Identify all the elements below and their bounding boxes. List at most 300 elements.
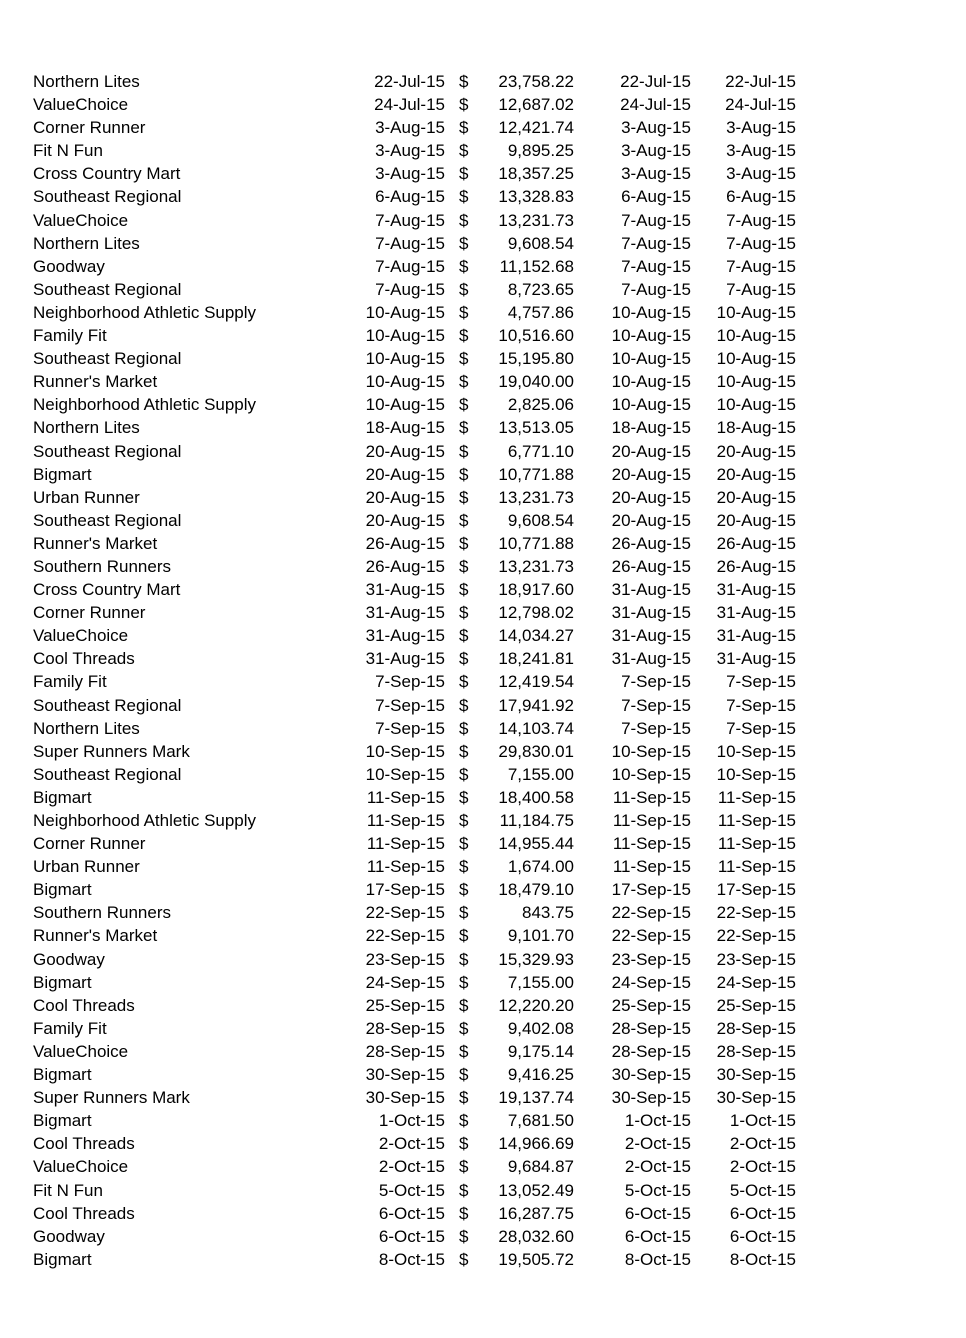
customer-cell: Bigmart bbox=[33, 1111, 92, 1131]
table-row bbox=[0, 324, 966, 347]
date-cell: 10-Aug-15 bbox=[365, 372, 445, 392]
date-cell-3: 3-Aug-15 bbox=[726, 164, 796, 184]
date-cell-3: 24-Jul-15 bbox=[725, 95, 796, 115]
customer-cell: ValueChoice bbox=[33, 1157, 129, 1177]
date-cell-3: 7-Sep-15 bbox=[726, 695, 796, 715]
table-row bbox=[0, 393, 966, 416]
date-cell: 20-Aug-15 bbox=[365, 441, 445, 461]
customer-cell: Southeast Regional bbox=[33, 510, 182, 530]
date-cell-2: 11-Sep-15 bbox=[612, 787, 691, 807]
table-row bbox=[0, 209, 966, 232]
date-cell-2: 3-Aug-15 bbox=[621, 164, 691, 184]
currency-symbol: $ bbox=[459, 741, 469, 761]
date-cell-2: 17-Sep-15 bbox=[611, 880, 691, 900]
date-cell-2: 11-Sep-15 bbox=[612, 857, 691, 877]
date-cell-2: 20-Aug-15 bbox=[611, 510, 691, 530]
date-cell-2: 22-Jul-15 bbox=[620, 72, 691, 91]
date-cell-3: 20-Aug-15 bbox=[716, 487, 796, 507]
customer-cell: Southeast Regional bbox=[33, 349, 182, 369]
customer-cell: Runner's Market bbox=[33, 533, 158, 553]
table-row bbox=[0, 532, 966, 555]
currency-symbol: $ bbox=[459, 533, 469, 553]
currency-symbol: $ bbox=[459, 164, 469, 184]
amount-cell: 9,895.25 bbox=[507, 141, 574, 161]
date-cell-3: 25-Sep-15 bbox=[716, 995, 796, 1015]
amount-cell: 28,032.60 bbox=[498, 1226, 574, 1246]
table-row bbox=[0, 924, 966, 947]
date-cell-2: 26-Aug-15 bbox=[611, 556, 691, 576]
amount-cell: 16,287.75 bbox=[498, 1203, 574, 1223]
date-cell-3: 31-Aug-15 bbox=[716, 626, 796, 646]
amount-cell: 2,825.06 bbox=[507, 395, 574, 415]
customer-cell: Neighborhood Athletic Supply bbox=[33, 395, 257, 415]
table-row bbox=[0, 162, 966, 185]
customer-cell: Family Fit bbox=[33, 672, 107, 692]
date-cell: 2-Oct-15 bbox=[378, 1134, 445, 1154]
date-cell-3: 3-Aug-15 bbox=[726, 118, 796, 138]
table-row bbox=[0, 948, 966, 971]
currency-symbol: $ bbox=[459, 972, 469, 992]
customer-cell: Cross Country Mart bbox=[33, 164, 181, 184]
date-cell-3: 5-Oct-15 bbox=[729, 1180, 796, 1200]
customer-cell: Southeast Regional bbox=[33, 441, 182, 461]
amount-cell: 9,608.54 bbox=[507, 233, 574, 253]
table-row bbox=[0, 971, 966, 994]
customer-cell: Southern Runners bbox=[33, 903, 171, 923]
date-cell: 5-Oct-15 bbox=[378, 1180, 445, 1200]
customer-cell: Corner Runner bbox=[33, 118, 146, 138]
amount-cell: 9,684.87 bbox=[507, 1157, 574, 1177]
currency-symbol: $ bbox=[459, 1249, 469, 1269]
date-cell: 28-Sep-15 bbox=[365, 1041, 445, 1061]
amount-cell: 19,505.72 bbox=[498, 1249, 574, 1269]
currency-symbol: $ bbox=[459, 1134, 469, 1154]
date-cell-2: 24-Jul-15 bbox=[620, 95, 691, 115]
date-cell-2: 7-Aug-15 bbox=[621, 210, 691, 230]
date-cell: 20-Aug-15 bbox=[365, 464, 445, 484]
date-cell-2: 30-Sep-15 bbox=[611, 1088, 691, 1108]
customer-cell: Bigmart bbox=[33, 1249, 92, 1269]
customer-cell: Cool Threads bbox=[33, 1134, 135, 1154]
date-cell-2: 2-Oct-15 bbox=[624, 1134, 691, 1154]
date-cell: 7-Aug-15 bbox=[375, 210, 445, 230]
currency-symbol: $ bbox=[459, 1226, 469, 1246]
currency-symbol: $ bbox=[459, 1088, 469, 1108]
table-row bbox=[0, 1086, 966, 1109]
table-row bbox=[0, 1040, 966, 1063]
date-cell-2: 3-Aug-15 bbox=[621, 118, 691, 138]
table-row bbox=[0, 994, 966, 1017]
date-cell-3: 31-Aug-15 bbox=[716, 603, 796, 623]
customer-cell: Bigmart bbox=[33, 880, 92, 900]
customer-cell: Corner Runner bbox=[33, 834, 146, 854]
date-cell-2: 30-Sep-15 bbox=[611, 1065, 691, 1085]
date-cell-3: 7-Sep-15 bbox=[726, 718, 796, 738]
customer-cell: Bigmart bbox=[33, 1065, 92, 1085]
customer-cell: Super Runners Mark bbox=[33, 741, 190, 761]
amount-cell: 18,917.60 bbox=[498, 580, 574, 600]
date-cell-2: 8-Oct-15 bbox=[624, 1249, 691, 1269]
currency-symbol: $ bbox=[459, 279, 469, 299]
amount-cell: 15,329.93 bbox=[498, 949, 574, 969]
table-row bbox=[0, 93, 966, 116]
amount-cell: 12,687.02 bbox=[498, 95, 574, 115]
table-row bbox=[0, 901, 966, 924]
table-row bbox=[0, 416, 966, 439]
date-cell-3: 28-Sep-15 bbox=[716, 1018, 796, 1038]
date-cell-3: 6-Aug-15 bbox=[726, 187, 796, 207]
amount-cell: 19,040.00 bbox=[498, 372, 574, 392]
date-cell: 10-Aug-15 bbox=[365, 302, 445, 322]
date-cell: 10-Sep-15 bbox=[365, 741, 445, 761]
currency-symbol: $ bbox=[459, 326, 469, 346]
date-cell-3: 7-Aug-15 bbox=[726, 256, 796, 276]
amount-cell: 12,421.74 bbox=[498, 118, 574, 138]
date-cell-3: 10-Sep-15 bbox=[716, 764, 796, 784]
currency-symbol: $ bbox=[459, 187, 469, 207]
date-cell-3: 10-Aug-15 bbox=[716, 372, 796, 392]
amount-cell: 18,241.81 bbox=[498, 649, 574, 669]
date-cell-2: 3-Aug-15 bbox=[621, 141, 691, 161]
customer-cell: Cool Threads bbox=[33, 1203, 135, 1223]
table-row bbox=[0, 1248, 966, 1271]
date-cell-2: 20-Aug-15 bbox=[611, 464, 691, 484]
amount-cell: 843.75 bbox=[522, 903, 574, 923]
date-cell-3: 6-Oct-15 bbox=[729, 1226, 796, 1246]
currency-symbol: $ bbox=[459, 1018, 469, 1038]
date-cell: 2-Oct-15 bbox=[378, 1157, 445, 1177]
amount-cell: 4,757.86 bbox=[507, 302, 574, 322]
date-cell-3: 24-Sep-15 bbox=[716, 972, 796, 992]
date-cell: 3-Aug-15 bbox=[375, 141, 445, 161]
date-cell-2: 11-Sep-15 bbox=[612, 811, 691, 830]
date-cell: 31-Aug-15 bbox=[365, 580, 445, 600]
date-cell-2: 6-Oct-15 bbox=[624, 1226, 691, 1246]
amount-cell: 13,052.49 bbox=[498, 1180, 574, 1200]
amount-cell: 23,758.22 bbox=[498, 72, 574, 91]
date-cell: 31-Aug-15 bbox=[365, 603, 445, 623]
customer-cell: Urban Runner bbox=[33, 857, 140, 877]
date-cell-3: 2-Oct-15 bbox=[729, 1134, 796, 1154]
table-row bbox=[0, 1017, 966, 1040]
amount-cell: 12,419.54 bbox=[498, 672, 574, 692]
currency-symbol: $ bbox=[459, 580, 469, 600]
currency-symbol: $ bbox=[459, 787, 469, 807]
date-cell-3: 22-Jul-15 bbox=[725, 72, 796, 91]
date-cell-3: 22-Sep-15 bbox=[716, 903, 796, 923]
date-cell-2: 31-Aug-15 bbox=[611, 626, 691, 646]
currency-symbol: $ bbox=[459, 487, 469, 507]
amount-cell: 14,103.74 bbox=[498, 718, 574, 738]
table-row bbox=[0, 1179, 966, 1202]
date-cell-3: 10-Aug-15 bbox=[716, 302, 796, 322]
date-cell-2: 10-Aug-15 bbox=[611, 326, 691, 346]
currency-symbol: $ bbox=[459, 72, 469, 91]
customer-cell: Southeast Regional bbox=[33, 187, 182, 207]
currency-symbol: $ bbox=[459, 811, 469, 830]
date-cell-3: 11-Sep-15 bbox=[717, 811, 796, 830]
date-cell-2: 1-Oct-15 bbox=[624, 1111, 691, 1131]
table-row bbox=[0, 555, 966, 578]
amount-cell: 9,402.08 bbox=[507, 1018, 574, 1038]
date-cell-2: 11-Sep-15 bbox=[612, 834, 691, 854]
amount-cell: 7,155.00 bbox=[507, 764, 574, 784]
customer-cell: Fit N Fun bbox=[33, 141, 103, 161]
amount-cell: 9,416.25 bbox=[507, 1065, 574, 1085]
date-cell: 24-Sep-15 bbox=[365, 972, 445, 992]
customer-cell: Bigmart bbox=[33, 464, 92, 484]
customer-cell: ValueChoice bbox=[33, 95, 129, 115]
table-row bbox=[0, 440, 966, 463]
date-cell: 25-Sep-15 bbox=[365, 995, 445, 1015]
date-cell-2: 22-Sep-15 bbox=[611, 903, 691, 923]
date-cell: 10-Aug-15 bbox=[365, 326, 445, 346]
date-cell-2: 23-Sep-15 bbox=[611, 949, 691, 969]
table-row bbox=[0, 463, 966, 486]
amount-cell: 15,195.80 bbox=[498, 349, 574, 369]
date-cell-3: 22-Sep-15 bbox=[716, 926, 796, 946]
date-cell: 26-Aug-15 bbox=[365, 556, 445, 576]
customer-cell: Southern Runners bbox=[33, 556, 171, 576]
date-cell: 24-Jul-15 bbox=[374, 95, 445, 115]
date-cell: 3-Aug-15 bbox=[375, 164, 445, 184]
table-row bbox=[0, 832, 966, 855]
date-cell-2: 10-Sep-15 bbox=[611, 764, 691, 784]
date-cell-2: 7-Aug-15 bbox=[621, 279, 691, 299]
date-cell-2: 6-Aug-15 bbox=[621, 187, 691, 207]
currency-symbol: $ bbox=[459, 672, 469, 692]
date-cell: 6-Aug-15 bbox=[375, 187, 445, 207]
amount-cell: 14,955.44 bbox=[498, 834, 574, 854]
customer-cell: Northern Lites bbox=[33, 233, 140, 253]
date-cell-2: 6-Oct-15 bbox=[624, 1203, 691, 1223]
date-cell-3: 8-Oct-15 bbox=[729, 1249, 796, 1269]
currency-symbol: $ bbox=[459, 556, 469, 576]
date-cell-3: 10-Aug-15 bbox=[716, 349, 796, 369]
customer-cell: Super Runners Mark bbox=[33, 1088, 190, 1108]
amount-cell: 7,155.00 bbox=[507, 972, 574, 992]
currency-symbol: $ bbox=[459, 210, 469, 230]
amount-cell: 18,479.10 bbox=[498, 880, 574, 900]
date-cell: 20-Aug-15 bbox=[365, 487, 445, 507]
table-row bbox=[0, 509, 966, 532]
amount-cell: 13,328.83 bbox=[498, 187, 574, 207]
customer-cell: Family Fit bbox=[33, 326, 107, 346]
date-cell-3: 28-Sep-15 bbox=[716, 1041, 796, 1061]
table-row bbox=[0, 1063, 966, 1086]
currency-symbol: $ bbox=[459, 949, 469, 969]
currency-symbol: $ bbox=[459, 903, 469, 923]
currency-symbol: $ bbox=[459, 649, 469, 669]
customer-cell: Cool Threads bbox=[33, 649, 135, 669]
date-cell: 30-Sep-15 bbox=[365, 1088, 445, 1108]
date-cell-3: 7-Aug-15 bbox=[726, 233, 796, 253]
customer-cell: Fit N Fun bbox=[33, 1180, 103, 1200]
date-cell-2: 31-Aug-15 bbox=[611, 603, 691, 623]
amount-cell: 12,220.20 bbox=[498, 995, 574, 1015]
date-cell-3: 11-Sep-15 bbox=[717, 857, 796, 877]
date-cell-3: 18-Aug-15 bbox=[716, 418, 796, 438]
currency-symbol: $ bbox=[459, 95, 469, 115]
date-cell-2: 7-Aug-15 bbox=[621, 233, 691, 253]
amount-cell: 13,231.73 bbox=[498, 210, 574, 230]
table-row bbox=[0, 647, 966, 670]
table-row bbox=[0, 878, 966, 901]
amount-cell: 14,034.27 bbox=[498, 626, 574, 646]
currency-symbol: $ bbox=[459, 233, 469, 253]
date-cell-2: 31-Aug-15 bbox=[611, 580, 691, 600]
customer-cell: Southeast Regional bbox=[33, 279, 182, 299]
date-cell: 26-Aug-15 bbox=[365, 533, 445, 553]
currency-symbol: $ bbox=[459, 1041, 469, 1061]
date-cell-2: 7-Sep-15 bbox=[621, 718, 691, 738]
amount-cell: 14,966.69 bbox=[498, 1134, 574, 1154]
date-cell-2: 10-Aug-15 bbox=[611, 349, 691, 369]
customer-cell: Northern Lites bbox=[33, 418, 140, 438]
date-cell: 8-Oct-15 bbox=[378, 1249, 445, 1269]
customer-cell: Family Fit bbox=[33, 1018, 107, 1038]
customer-cell: Cross Country Mart bbox=[33, 580, 181, 600]
currency-symbol: $ bbox=[459, 441, 469, 461]
table-row bbox=[0, 347, 966, 370]
date-cell-2: 10-Sep-15 bbox=[611, 741, 691, 761]
date-cell: 7-Aug-15 bbox=[375, 256, 445, 276]
currency-symbol: $ bbox=[459, 1065, 469, 1085]
amount-cell: 9,608.54 bbox=[507, 510, 574, 530]
table-row bbox=[0, 670, 966, 693]
customer-cell: Neighborhood Athletic Supply bbox=[33, 811, 257, 830]
table-row bbox=[0, 139, 966, 162]
amount-cell: 10,771.88 bbox=[498, 533, 574, 553]
date-cell-2: 20-Aug-15 bbox=[611, 487, 691, 507]
amount-cell: 13,231.73 bbox=[498, 556, 574, 576]
date-cell: 28-Sep-15 bbox=[365, 1018, 445, 1038]
date-cell-3: 23-Sep-15 bbox=[716, 949, 796, 969]
date-cell: 17-Sep-15 bbox=[365, 880, 445, 900]
table-row bbox=[0, 116, 966, 139]
currency-symbol: $ bbox=[459, 626, 469, 646]
date-cell: 6-Oct-15 bbox=[378, 1226, 445, 1246]
date-cell-2: 24-Sep-15 bbox=[611, 972, 691, 992]
table-row bbox=[0, 278, 966, 301]
table-row bbox=[0, 486, 966, 509]
currency-symbol: $ bbox=[459, 926, 469, 946]
amount-cell: 7,681.50 bbox=[507, 1111, 574, 1131]
date-cell: 10-Aug-15 bbox=[365, 395, 445, 415]
date-cell: 7-Sep-15 bbox=[375, 718, 445, 738]
table-row bbox=[0, 855, 966, 878]
table-row bbox=[0, 578, 966, 601]
customer-cell: Cool Threads bbox=[33, 995, 135, 1015]
date-cell: 7-Sep-15 bbox=[375, 695, 445, 715]
date-cell-3: 31-Aug-15 bbox=[716, 580, 796, 600]
currency-symbol: $ bbox=[459, 302, 469, 322]
amount-cell: 8,723.65 bbox=[507, 279, 574, 299]
date-cell: 11-Sep-15 bbox=[366, 834, 445, 854]
currency-symbol: $ bbox=[459, 695, 469, 715]
date-cell: 7-Aug-15 bbox=[375, 279, 445, 299]
currency-symbol: $ bbox=[459, 1111, 469, 1131]
amount-cell: 10,516.60 bbox=[498, 326, 574, 346]
date-cell: 11-Sep-15 bbox=[366, 857, 445, 877]
currency-symbol: $ bbox=[459, 1157, 469, 1177]
date-cell-3: 3-Aug-15 bbox=[726, 141, 796, 161]
amount-cell: 11,152.68 bbox=[499, 256, 574, 276]
amount-cell: 18,357.25 bbox=[498, 164, 574, 184]
currency-symbol: $ bbox=[459, 718, 469, 738]
date-cell-2: 10-Aug-15 bbox=[611, 372, 691, 392]
table-row bbox=[0, 232, 966, 255]
table-row bbox=[0, 763, 966, 786]
spreadsheet-table bbox=[0, 70, 966, 1271]
date-cell-3: 11-Sep-15 bbox=[717, 834, 796, 854]
date-cell-2: 22-Sep-15 bbox=[611, 926, 691, 946]
customer-cell: Goodway bbox=[33, 256, 105, 276]
customer-cell: Corner Runner bbox=[33, 603, 146, 623]
date-cell-2: 5-Oct-15 bbox=[624, 1180, 691, 1200]
date-cell-2: 2-Oct-15 bbox=[624, 1157, 691, 1177]
date-cell-3: 20-Aug-15 bbox=[716, 441, 796, 461]
date-cell-3: 10-Sep-15 bbox=[716, 741, 796, 761]
amount-cell: 19,137.74 bbox=[498, 1088, 574, 1108]
currency-symbol: $ bbox=[459, 764, 469, 784]
date-cell: 10-Sep-15 bbox=[365, 764, 445, 784]
customer-cell: Bigmart bbox=[33, 787, 92, 807]
date-cell: 22-Sep-15 bbox=[365, 926, 445, 946]
table-row bbox=[0, 786, 966, 809]
date-cell-2: 20-Aug-15 bbox=[611, 441, 691, 461]
amount-cell: 10,771.88 bbox=[498, 464, 574, 484]
date-cell-2: 7-Aug-15 bbox=[621, 256, 691, 276]
currency-symbol: $ bbox=[459, 372, 469, 392]
currency-symbol: $ bbox=[459, 603, 469, 623]
date-cell: 7-Aug-15 bbox=[375, 233, 445, 253]
currency-symbol: $ bbox=[459, 1203, 469, 1223]
customer-cell: Runner's Market bbox=[33, 372, 158, 392]
date-cell: 20-Aug-15 bbox=[365, 510, 445, 530]
currency-symbol: $ bbox=[459, 834, 469, 854]
date-cell-3: 20-Aug-15 bbox=[716, 464, 796, 484]
date-cell-2: 10-Aug-15 bbox=[611, 395, 691, 415]
amount-cell: 11,184.75 bbox=[499, 811, 574, 830]
customer-cell: Goodway bbox=[33, 1226, 105, 1246]
customer-cell: Southeast Regional bbox=[33, 764, 182, 784]
date-cell-3: 10-Aug-15 bbox=[716, 395, 796, 415]
table-row bbox=[0, 1225, 966, 1248]
table-row bbox=[0, 809, 966, 832]
customer-cell: Runner's Market bbox=[33, 926, 158, 946]
table-row bbox=[0, 370, 966, 393]
customer-cell: Bigmart bbox=[33, 972, 92, 992]
date-cell-3: 30-Sep-15 bbox=[716, 1088, 796, 1108]
currency-symbol: $ bbox=[459, 1180, 469, 1200]
amount-cell: 13,513.05 bbox=[498, 418, 574, 438]
date-cell-3: 6-Oct-15 bbox=[729, 1203, 796, 1223]
amount-cell: 9,175.14 bbox=[507, 1041, 574, 1061]
amount-cell: 29,830.01 bbox=[498, 741, 574, 761]
date-cell: 11-Sep-15 bbox=[366, 787, 445, 807]
table-row bbox=[0, 694, 966, 717]
date-cell: 3-Aug-15 bbox=[375, 118, 445, 138]
date-cell: 10-Aug-15 bbox=[365, 349, 445, 369]
currency-symbol: $ bbox=[459, 256, 469, 276]
date-cell-3: 31-Aug-15 bbox=[716, 649, 796, 669]
date-cell-3: 7-Aug-15 bbox=[726, 210, 796, 230]
date-cell-2: 25-Sep-15 bbox=[611, 995, 691, 1015]
date-cell: 22-Sep-15 bbox=[365, 903, 445, 923]
customer-cell: Northern Lites bbox=[33, 718, 140, 738]
currency-symbol: $ bbox=[459, 510, 469, 530]
